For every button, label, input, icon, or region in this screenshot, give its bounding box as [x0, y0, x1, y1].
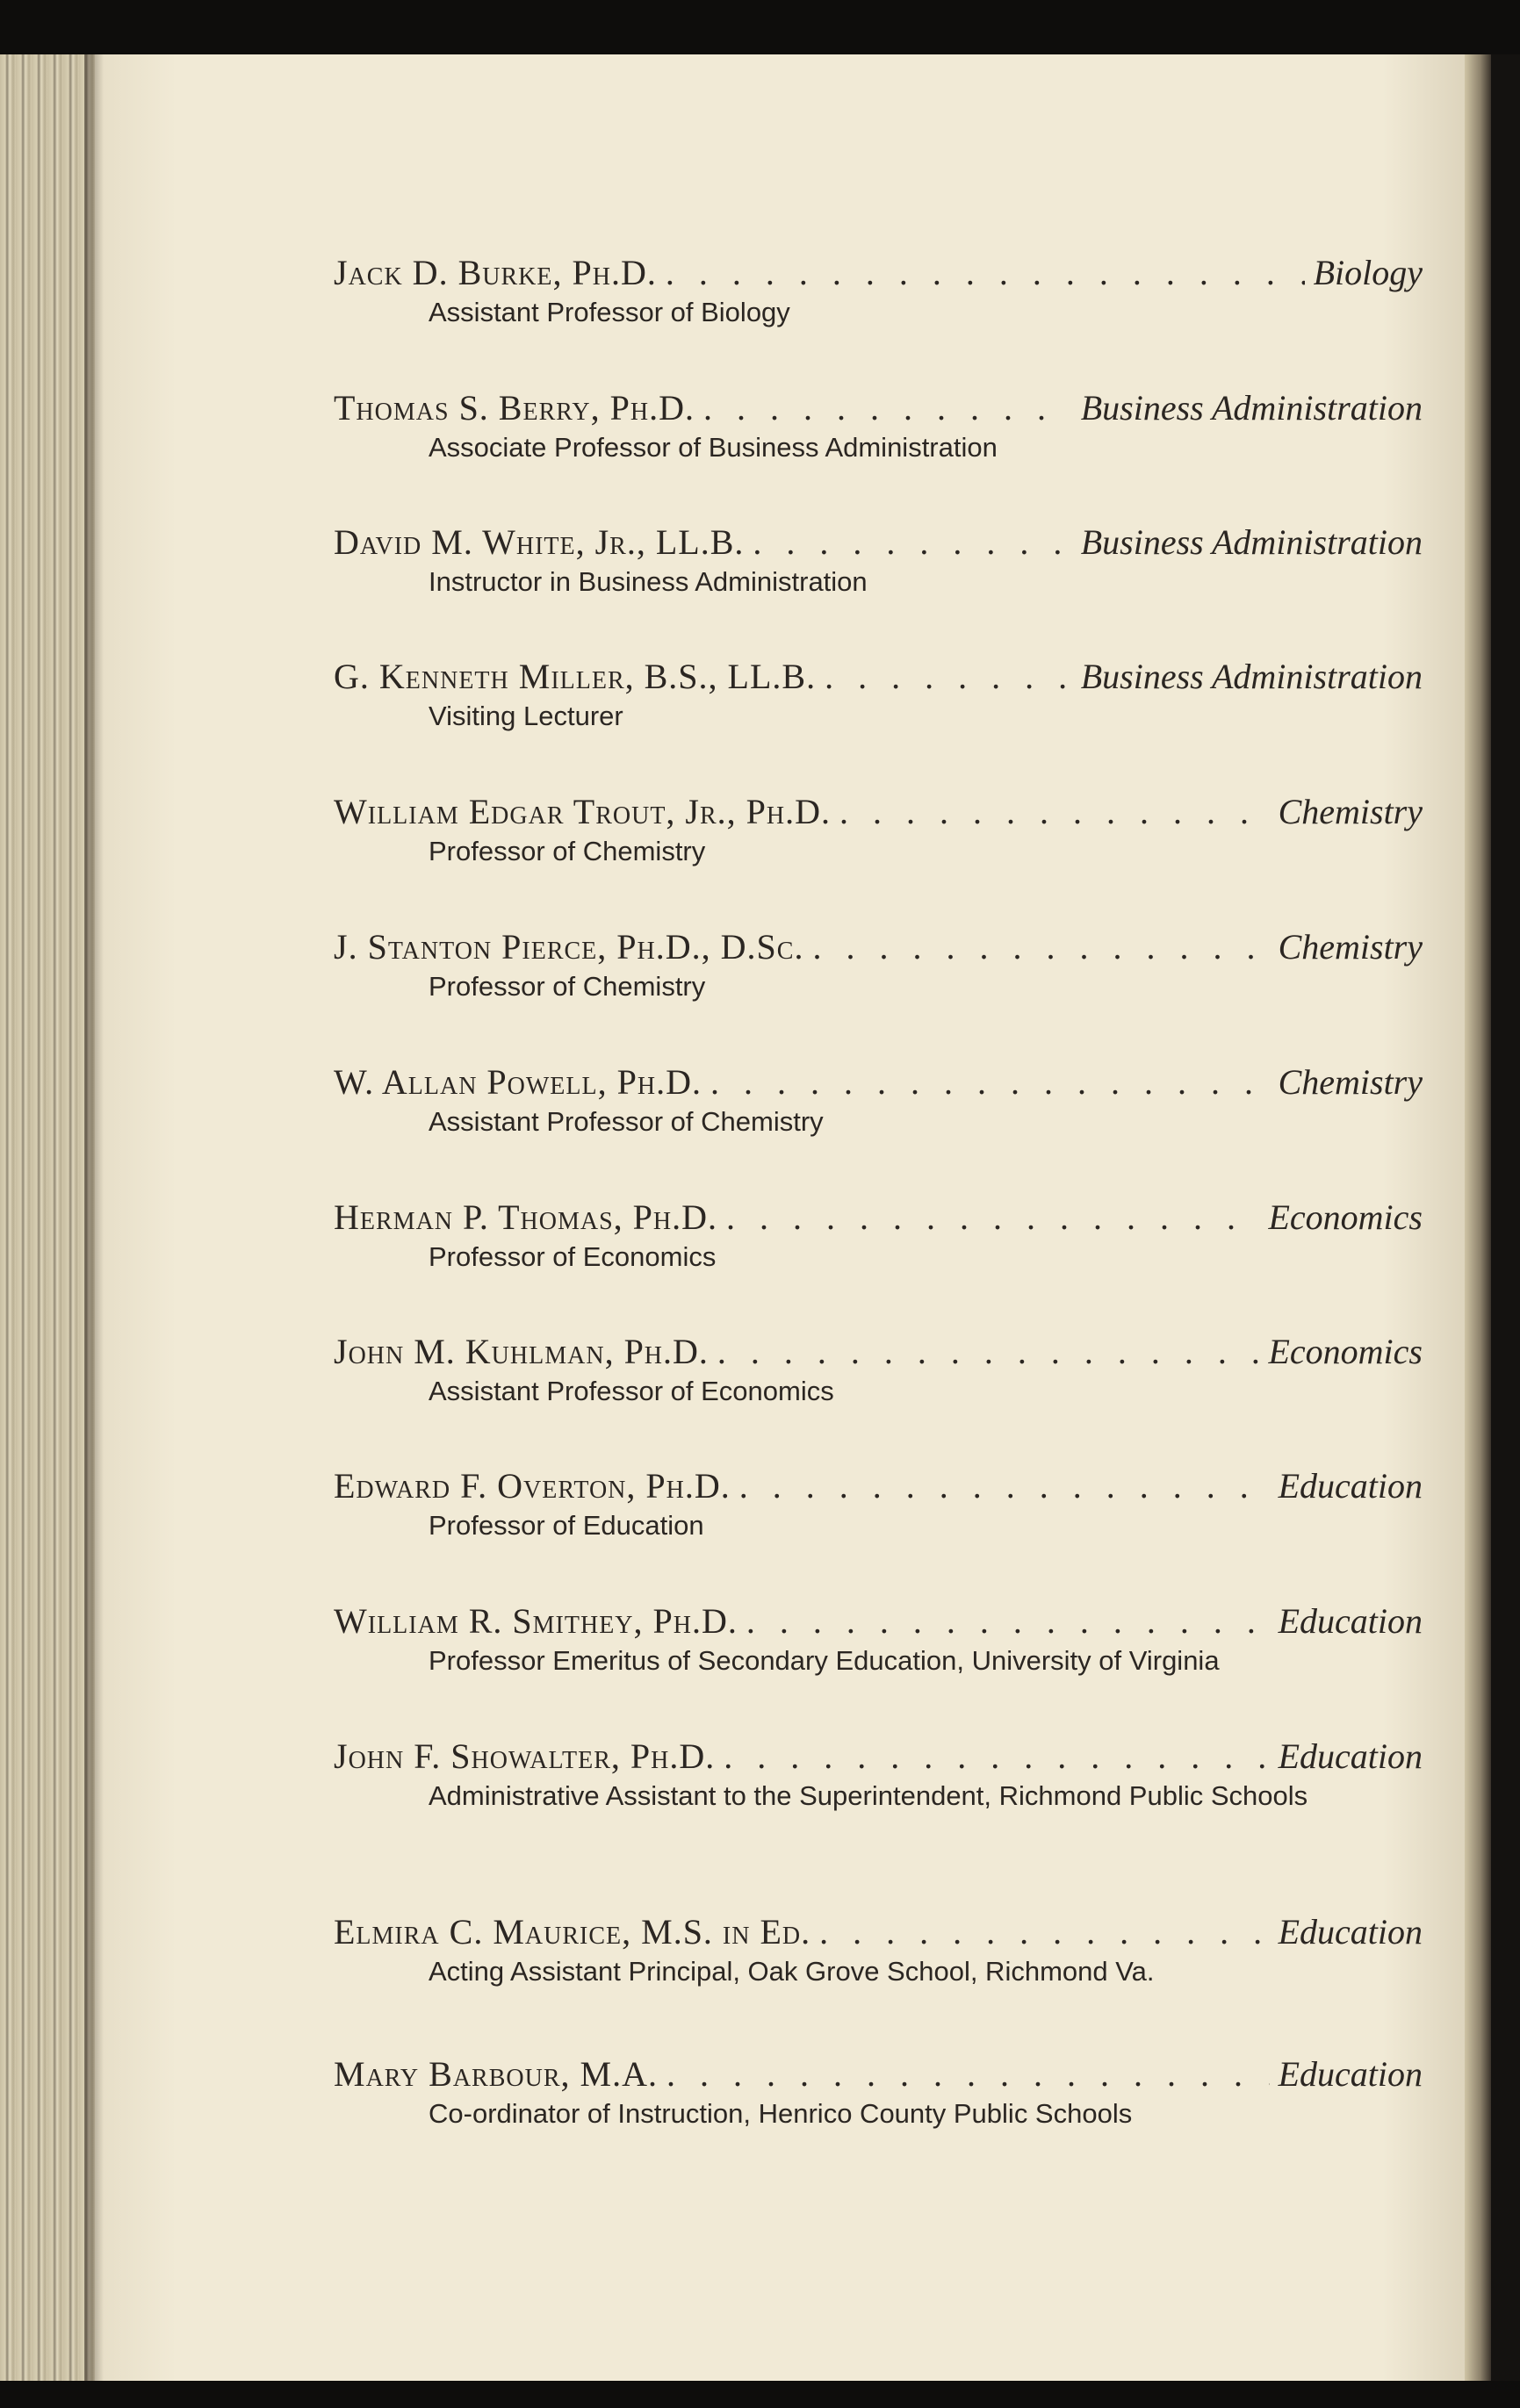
faculty-entry [334, 1196, 1423, 1273]
dot-leader [717, 1330, 1260, 1374]
department: Economics [1268, 1197, 1423, 1237]
faculty-entry [334, 1910, 1423, 1987]
department: Business Administration [1080, 522, 1423, 562]
dot-leader [724, 1735, 1269, 1779]
department: Education [1278, 1736, 1423, 1776]
faculty-name: Herman P. Thomas, Ph.D. [334, 1197, 718, 1237]
faculty-name: Jack D. Burke, Ph.D. [334, 253, 657, 292]
faculty-entry [334, 1330, 1423, 1407]
faculty-name: W. Allan Powell, Ph.D. [334, 1062, 702, 1102]
faculty-entry [334, 1464, 1423, 1542]
dot-leader [746, 1599, 1270, 1643]
page-stack-edge [0, 54, 97, 2381]
faculty-entry [334, 655, 1423, 732]
department: Biology [1313, 253, 1423, 292]
faculty-title: Professor of Education [429, 1510, 704, 1541]
faculty-name: William R. Smithey, Ph.D. [334, 1601, 738, 1641]
department: Chemistry [1278, 1062, 1423, 1102]
dot-leader [739, 1464, 1270, 1508]
department: Education [1278, 1912, 1423, 1952]
faculty-name: Edward F. Overton, Ph.D. [334, 1466, 731, 1506]
faculty-title: Acting Assistant Principal, Oak Grove School, Richmond Va. [429, 1956, 1155, 1987]
faculty-title: Assistant Professor of Chemistry [429, 1106, 824, 1137]
scan-bottom-border [0, 2381, 1520, 2408]
faculty-entry [334, 251, 1423, 328]
department: Chemistry [1278, 792, 1423, 831]
page-right-edge [1465, 54, 1491, 2381]
faculty-entry [334, 386, 1423, 464]
faculty-name: John F. Showalter, Ph.D. [334, 1736, 716, 1776]
department: Education [1278, 1601, 1423, 1641]
dot-leader [753, 521, 1071, 564]
faculty-entry [334, 925, 1423, 1003]
dot-leader [825, 655, 1072, 699]
faculty-title: Administrative Assistant to the Superintendent, Richmond Public Schools [429, 1780, 1308, 1811]
department: Education [1278, 2054, 1423, 2094]
department: Business Administration [1080, 657, 1423, 696]
faculty-name: William Edgar Trout, Jr., Ph.D. [334, 792, 832, 831]
faculty-title: Instructor in Business Administration [429, 566, 868, 597]
faculty-title: Associate Professor of Business Administration [429, 432, 998, 463]
department: Economics [1268, 1332, 1423, 1371]
dot-leader [710, 1060, 1270, 1104]
faculty-name: Elmira C. Maurice, M.S. in Ed. [334, 1912, 811, 1952]
scan-top-border [0, 0, 1520, 54]
dot-leader [666, 2052, 1270, 2096]
dot-leader [726, 1196, 1259, 1240]
faculty-entry [334, 790, 1423, 867]
department: Education [1278, 1466, 1423, 1506]
dot-leader [666, 251, 1305, 295]
faculty-title: Professor of Chemistry [429, 836, 706, 866]
faculty-title: Co-ordinator of Instruction, Henrico County Public Schools [429, 2098, 1133, 2129]
faculty-title: Professor Emeritus of Secondary Education, University of Virginia [429, 1645, 1220, 1676]
faculty-entry [334, 521, 1423, 598]
faculty-entry [334, 1735, 1423, 1812]
department: Business Administration [1080, 388, 1423, 428]
faculty-name: John M. Kuhlman, Ph.D. [334, 1332, 709, 1371]
faculty-name: J. Stanton Pierce, Ph.D., D.Sc. [334, 927, 804, 967]
dot-leader [703, 386, 1072, 430]
faculty-title: Professor of Economics [429, 1241, 717, 1272]
gutter-shadow [84, 54, 104, 2381]
dot-leader [839, 790, 1270, 834]
faculty-name: G. Kenneth Miller, B.S., LL.B. [334, 657, 817, 696]
department: Chemistry [1278, 927, 1423, 967]
faculty-title: Assistant Professor of Economics [429, 1376, 834, 1406]
dot-leader [812, 925, 1269, 969]
faculty-title: Assistant Professor of Biology [429, 297, 790, 327]
dot-leader [819, 1910, 1269, 1954]
faculty-title: Visiting Lecturer [429, 701, 623, 731]
faculty-name: Mary Barbour, M.A. [334, 2054, 658, 2094]
faculty-entry [334, 2052, 1423, 2130]
faculty-entry [334, 1060, 1423, 1138]
faculty-title: Professor of Chemistry [429, 971, 706, 1002]
faculty-name: David M. White, Jr., LL.B. [334, 522, 745, 562]
faculty-name: Thomas S. Berry, Ph.D. [334, 388, 695, 428]
faculty-entry [334, 1599, 1423, 1677]
